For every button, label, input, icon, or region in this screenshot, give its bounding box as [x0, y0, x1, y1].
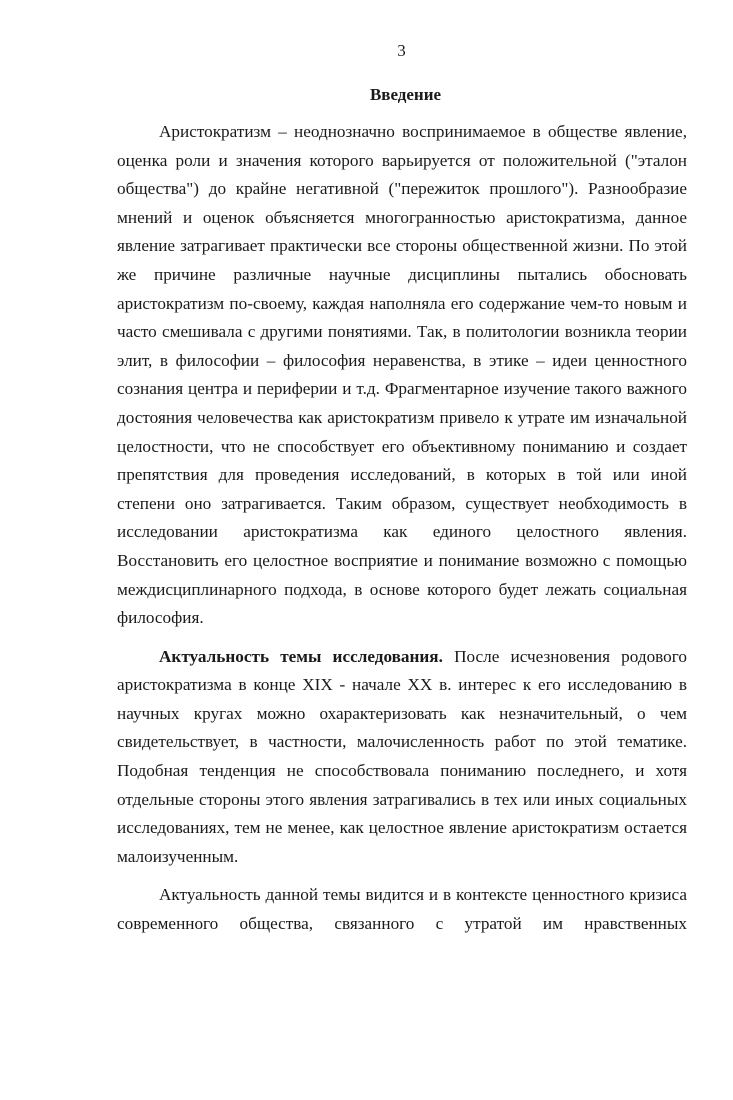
paragraph-text: Аристократизм – неоднозначно воспринимаемое в обществе явление, оценка роли и значения которого варьируется от положительной ("эталон общества") до крайне негативной ("пережиток прошлого"). Разнообразие мнений и оценок объясняется многогранностью аристократизма, данное явление затрагивает практически все стороны общественной жизни. По этой же причине различные научные дисциплины пытались обосновать аристократизм по-своему, каждая наполняла его содержание чем-то новым и часто смешивала с другими понятиями. Так, в политологии возникла теории элит, в философии – философия неравенства, в этике – идеи ценностного сознания центра и периферии и т.д. Фрагментарное изучение такого важного достояния человечества как аристократизм привело к утрате им изначальной целостности, что не способствует его объективному пониманию и создает препятствия для проведения исследований, в которых в той или иной степени оно затрагивается. Таким образом, существует необходимость в исследовании аристократизма как единого целостного явления. Восстановить его целостное восприятие и понимание возможно с помощью междисциплинарного подхода, в основе которого будет лежать социальная философия. — [117, 122, 687, 628]
paragraph-lead: Актуальность темы исследования. — [159, 646, 443, 666]
paragraph-text: Актуальность данной темы видится и в контексте ценностного кризиса современного общества, связанного с утратой им нравственных — [117, 885, 687, 934]
paragraph-intro — [117, 118, 687, 633]
section-heading: Введение — [369, 85, 442, 104]
paragraph-text: После исчезновения родового аристократизма в конце XIX - начале XX в. интерес к его исследованию в научных кругах можно охарактеризовать как незначительный, о чем свидетельствует, в частности, малочисленность работ по этой тематике. Подобная тенденция не способствовала пониманию последнего, и хотя отдельные стороны этого явления затрагивались в тех или иных социальных исследованиях, тем не менее, как целостное явление аристократизм остается малоизученным. — [117, 646, 687, 866]
paragraph-context — [117, 881, 687, 938]
body-text — [117, 118, 687, 939]
page-number: 3 — [397, 41, 406, 60]
paragraph-relevance — [117, 643, 687, 872]
